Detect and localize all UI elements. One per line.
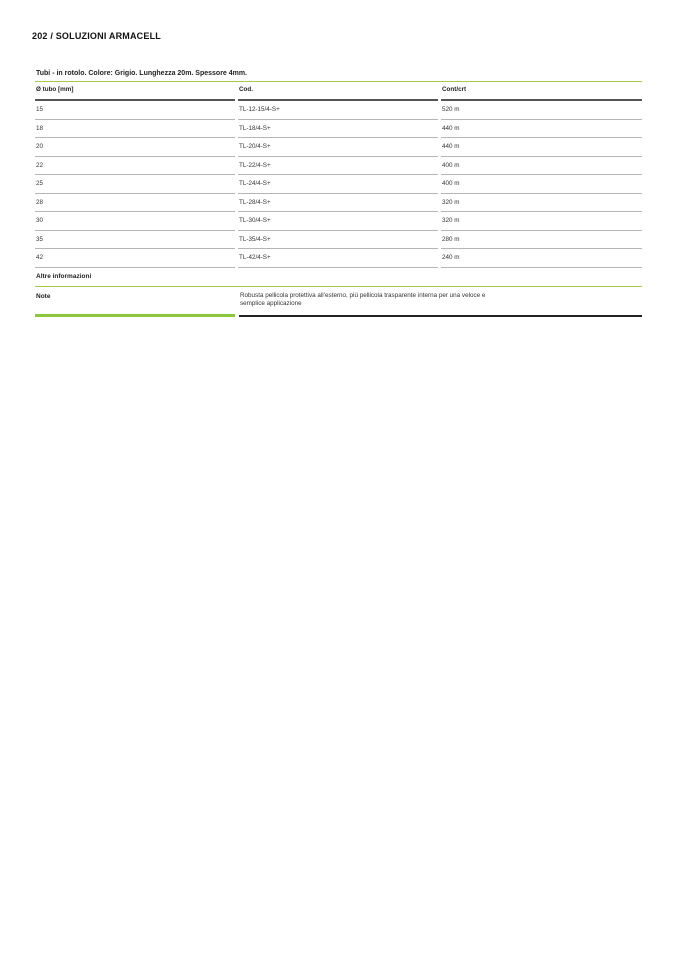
- page-header: 202 / SOLUZIONI ARMACELL: [32, 31, 161, 41]
- table-row: [35, 138, 642, 157]
- cell-diameter: 25: [35, 175, 235, 194]
- note-row: [35, 287, 642, 317]
- info-title: Altre informazioni: [35, 268, 642, 287]
- cell-quantity: 520 m: [441, 101, 642, 120]
- header-code: Cod.: [238, 82, 438, 101]
- cell-code: TL-28/4-S+: [238, 194, 438, 213]
- note-label: Note: [35, 287, 235, 317]
- cell-quantity: 320 m: [441, 194, 642, 213]
- table-row: [35, 101, 642, 120]
- table-row: [35, 249, 642, 268]
- table-row: [35, 212, 642, 231]
- table-header-row: [35, 82, 642, 101]
- cell-code: TL-12-15/4-S+: [238, 101, 438, 120]
- cell-quantity: 440 m: [441, 120, 642, 139]
- cell-code: TL-42/4-S+: [238, 249, 438, 268]
- cell-diameter: 42: [35, 249, 235, 268]
- table-body: [35, 101, 642, 268]
- cell-quantity: 320 m: [441, 212, 642, 231]
- header-quantity: Cont/crt: [441, 82, 642, 101]
- table-caption: Tubi - in rotolo. Colore: Grigio. Lunghezza 20m. Spessore 4mm.: [35, 68, 642, 82]
- note-text: [239, 287, 642, 317]
- cell-quantity: 280 m: [441, 231, 642, 250]
- cell-quantity: 440 m: [441, 138, 642, 157]
- cell-quantity: 400 m: [441, 157, 642, 176]
- cell-diameter: 35: [35, 231, 235, 250]
- cell-code: TL-20/4-S+: [238, 138, 438, 157]
- cell-code: TL-30/4-S+: [238, 212, 438, 231]
- table-row: [35, 194, 642, 213]
- cell-code: TL-35/4-S+: [238, 231, 438, 250]
- table-row: [35, 157, 642, 176]
- cell-code: TL-18/4-S+: [238, 120, 438, 139]
- table-row: [35, 120, 642, 139]
- cell-diameter: 18: [35, 120, 235, 139]
- cell-code: TL-24/4-S+: [238, 175, 438, 194]
- note-text-line-1: Robusta pellicola protettiva all’esterno, più pellicola trasparente interna per una veloce e: [240, 291, 486, 299]
- cell-code: TL-22/4-S+: [238, 157, 438, 176]
- cell-diameter: 22: [35, 157, 235, 176]
- note-text-line-2: semplice applicazione: [240, 299, 302, 307]
- cell-diameter: 28: [35, 194, 235, 213]
- table-row: [35, 231, 642, 250]
- product-table-section: [35, 68, 642, 317]
- cell-diameter: 15: [35, 101, 235, 120]
- cell-diameter: 20: [35, 138, 235, 157]
- cell-diameter: 30: [35, 212, 235, 231]
- header-diameter: Ø tubo [mm]: [35, 82, 235, 101]
- cell-quantity: 240 m: [441, 249, 642, 268]
- table-row: [35, 175, 642, 194]
- cell-quantity: 400 m: [441, 175, 642, 194]
